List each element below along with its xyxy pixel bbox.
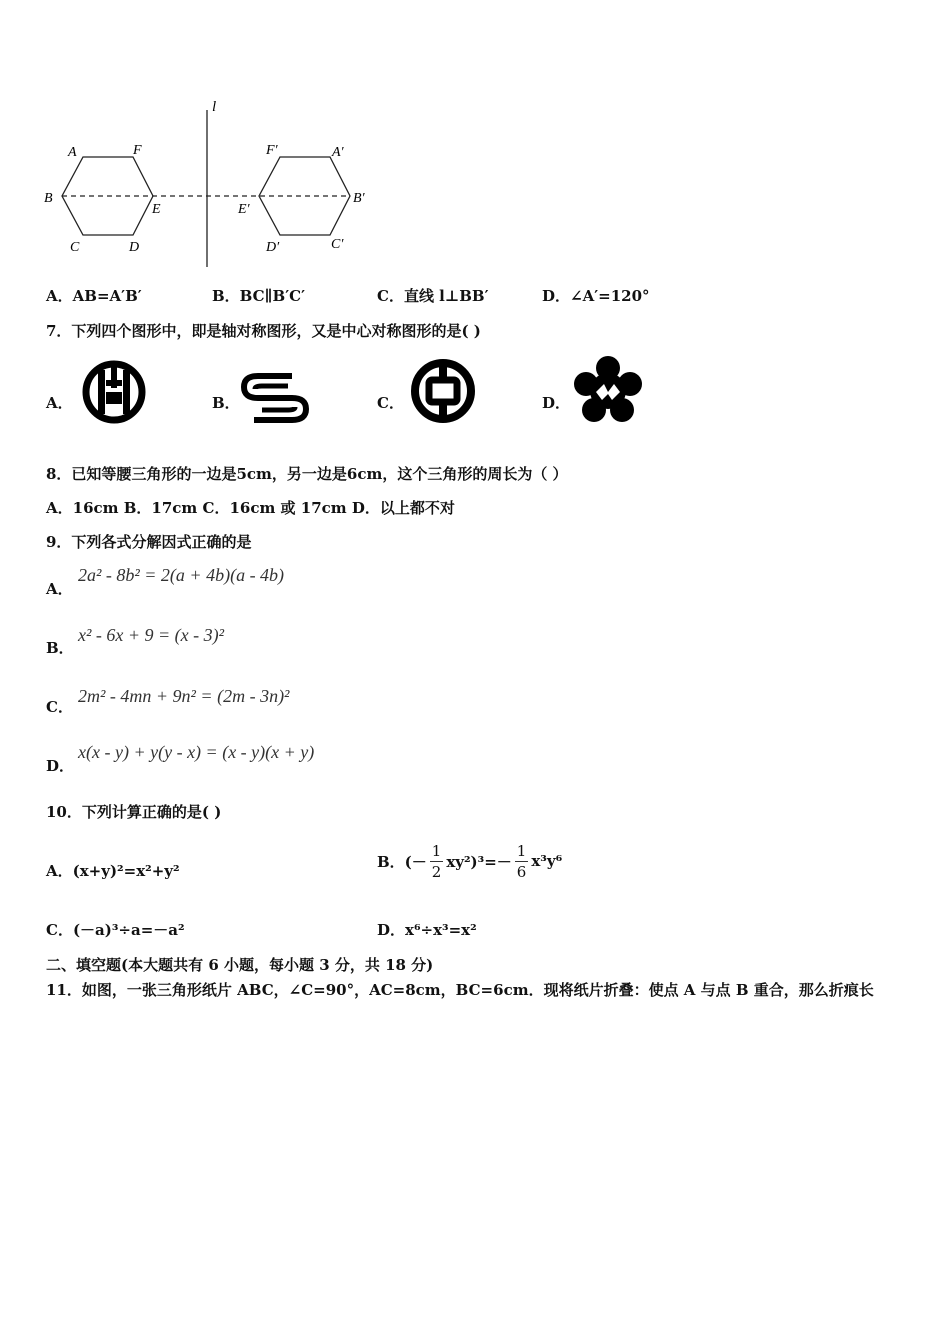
label-e-prime: E′ — [238, 202, 250, 217]
q9-formula-d: x(x - y) + y(y - x) = (x - y)(x + y) — [78, 742, 315, 762]
q9-label-a: A． — [46, 580, 73, 598]
q10-stem: 10．下列计算正确的是( ) — [46, 803, 222, 821]
q9-formula-a: 2a² - 8b² = 2(a + 4b)(a - 4b) — [78, 565, 285, 585]
q9-label-b: B． — [46, 639, 74, 657]
q7-logo-a — [80, 358, 148, 426]
q10-option-d: D．x⁶÷x³=x² — [377, 921, 477, 939]
label-d-prime: D′ — [266, 240, 280, 255]
label-l: l — [212, 99, 217, 115]
label-b-prime: B′ — [353, 191, 365, 206]
label-f-prime: F′ — [266, 143, 278, 158]
label-e: E — [152, 202, 161, 217]
q8-options: A．16cm B．17cm C．16cm 或 17cm D．以上都不对 — [46, 499, 455, 517]
label-a: A — [68, 145, 77, 160]
q7-logo-b — [240, 370, 310, 426]
q6-option-d: D．∠A′=120° — [542, 287, 650, 305]
q7-stem: 7．下列四个图形中，即是轴对称图形，又是中心对称图形的是( ) — [46, 322, 481, 340]
label-d: D — [129, 240, 140, 255]
q10-b-prefix: B．(－ — [377, 852, 427, 871]
label-f: F — [133, 143, 142, 158]
label-c: C — [70, 240, 80, 255]
q7-label-b: B． — [212, 394, 240, 412]
q9-formula-b: x² - 6x + 9 = (x - 3)² — [78, 625, 225, 645]
q9-label-c: C． — [46, 698, 73, 716]
q10-b-frac1-den: 2 — [431, 862, 442, 881]
q10-b-fraction-2 — [515, 841, 529, 882]
q10-b-fraction-1 — [430, 841, 444, 882]
q10-option-c: C．(－a)³÷a=－a² — [46, 921, 185, 939]
section-2-heading: 二、填空题(本大题共有 6 小题，每小题 3 分，共 18 分) — [46, 956, 434, 974]
q8-stem: 8．已知等腰三角形的一边是5cm，另一边是6cm，这个三角形的周长为（ ） — [46, 465, 568, 483]
q7-logo-c — [408, 356, 478, 426]
q10-b-suffix: x³y⁶ — [531, 852, 563, 870]
q10-option-a: A．(x+y)²=x²+y² — [46, 862, 180, 880]
q9-stem: 9．下列各式分解因式正确的是 — [46, 533, 252, 551]
q9-formula-c: 2m² - 4mn + 9n² = (2m - 3n)² — [78, 686, 290, 706]
label-b: B — [44, 191, 53, 206]
q7-logo-d — [572, 354, 644, 426]
label-a-prime: A′ — [332, 145, 344, 160]
q7-label-a: A． — [46, 394, 73, 412]
q10-b-mid: xy²)³=－ — [446, 852, 512, 871]
q10-b-frac2-num: 1 — [516, 841, 527, 860]
q6-option-c: C．直线 l⊥BB′ — [377, 287, 489, 305]
q7-label-d: D． — [542, 394, 571, 412]
reflection-figure — [40, 95, 380, 270]
q11-stem: 11．如图，一张三角形纸片 ABC，∠C=90°，AC=8cm，BC=6cm．现将纸片折叠：使点 A 与点 B 重合，那么折痕长 — [46, 981, 874, 999]
q10-b-frac2-den: 6 — [516, 862, 527, 881]
q7-label-c: C． — [377, 394, 404, 412]
q6-option-b: B．BC∥B′C′ — [212, 287, 306, 305]
q10-option-b — [377, 836, 562, 886]
label-c-prime: C′ — [331, 237, 344, 252]
q9-label-d: D． — [46, 757, 75, 775]
q6-option-a: A．AB=A′B′ — [46, 287, 142, 305]
q10-b-frac1-num: 1 — [431, 841, 442, 860]
